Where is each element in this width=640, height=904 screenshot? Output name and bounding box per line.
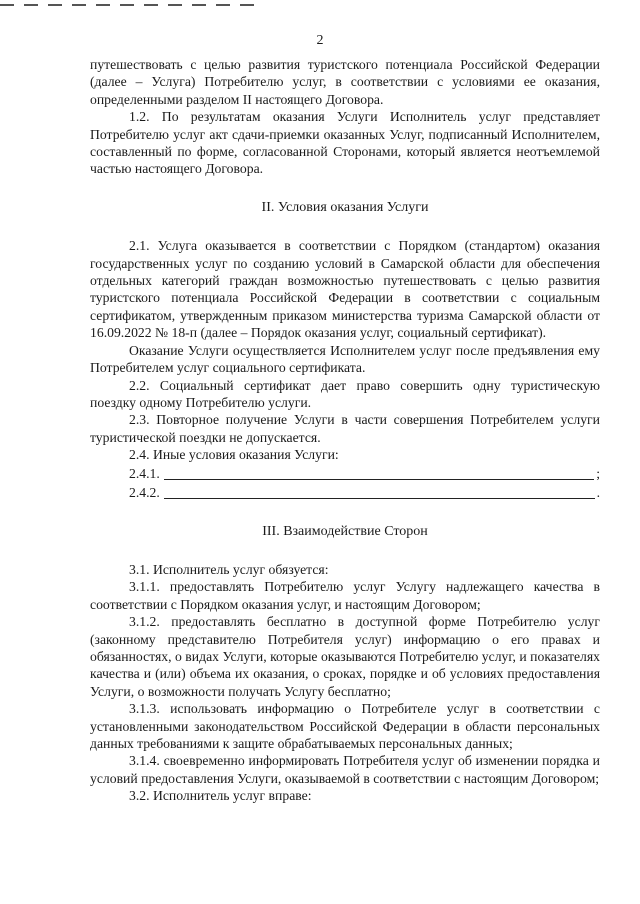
clause-2-4-2-line (90, 483, 600, 502)
clause-2-4-1-end: ; (596, 466, 600, 482)
clause-1-2: 1.2. По результатам оказания Услуги Исполнитель услуг представляет Потребителю услуг акт сдачи-приемки оказанных Услуг, подписанный Исполнителем, составленный по форме, согласованной Сторонами, который является неотъемлемой частью настоящего Договора. (90, 109, 600, 177)
clause-2-4-2-label: 2.4.2. (129, 485, 160, 501)
page-number: 2 (316, 33, 324, 48)
clause-2-4-2-end: . (596, 485, 600, 501)
section-3-title: III. Взаимодействие Сторон (262, 523, 428, 539)
clause-3-1-1: 3.1.1. предоставлять Потребителю услуг Услугу надлежащего качества в соответствии с Порядком оказания услуг, и настоящим Договором; (90, 579, 600, 612)
clause-2-1: 2.1. Услуга оказывается в соответствии с Порядком (стандартом) оказания государственных услуг по созданию условий в Самарской области для обеспечения отдельных категорий граждан возможностью путешествовать с целью развития туристского потенциала Российской Федерации в соответствии с социальным сертификатом, утвержденным приказом министерства туризма Самарской области от 16.09.2022 № 18-п (далее – Порядок оказания услуг, социальный сертификат). (90, 238, 600, 341)
document-body (90, 56, 600, 805)
clause-2-4-1-blank (164, 478, 594, 480)
clause-2-4-2-blank (164, 497, 595, 499)
clause-3-1-2: 3.1.2. предоставлять бесплатно в доступной форме Потребителю услуг (законному представителю Потребителя услуг) информацию о его правах и обязанностях, о видах Услуги, которые оказываются Потребителю услуг, и показателях качества и (или) объема их оказания, о сроках, порядке и об условиях предоставления Услуги, о возможности получать Услугу бесплатно; (90, 614, 600, 699)
intro-paragraph: путешествовать с целью развития туристского потенциала Российской Федерации (далее – Услуга) Потребителю услуг, в соответствии с условиями ее оказания, определенными разделом II настоящего Договора. (90, 57, 600, 107)
clause-2-4-1-line (90, 464, 600, 483)
section-2-title: II. Условия оказания Услуги (261, 199, 429, 215)
clause-2-3: 2.3. Повторное получение Услуги в части совершения Потребителем услуги туристической поездки не допускается. (90, 412, 600, 445)
scan-edge-dashes (0, 4, 260, 7)
clause-2-4-1-label: 2.4.1. (129, 466, 160, 482)
clause-2-2: 2.2. Социальный сертификат дает право совершить одну туристическую поездку одному Потребителю услуги. (90, 377, 600, 410)
clause-2-1-b: Оказание Услуги осуществляется Исполнителем услуг после предъявления ему Потребителем услуг социального сертификата. (90, 342, 600, 376)
clause-2-4: 2.4. Иные условия оказания Услуги: (129, 447, 339, 463)
clause-3-1: 3.1. Исполнитель услуг обязуется: (129, 561, 329, 577)
clause-3-2: 3.2. Исполнитель услуг вправе: (129, 788, 312, 804)
clause-3-1-4: 3.1.4. своевременно информировать Потребителя услуг об изменении порядка и условий предоставления Услуги, оказываемой в соответствии с настоящим Договором; (90, 753, 600, 786)
clause-3-1-3: 3.1.3. использовать информацию о Потребителе услуг в соответствии с установленными законодательством Российской Федерации в области персональных данных требованиями к защите обрабатываемых персональных данных; (90, 701, 600, 751)
